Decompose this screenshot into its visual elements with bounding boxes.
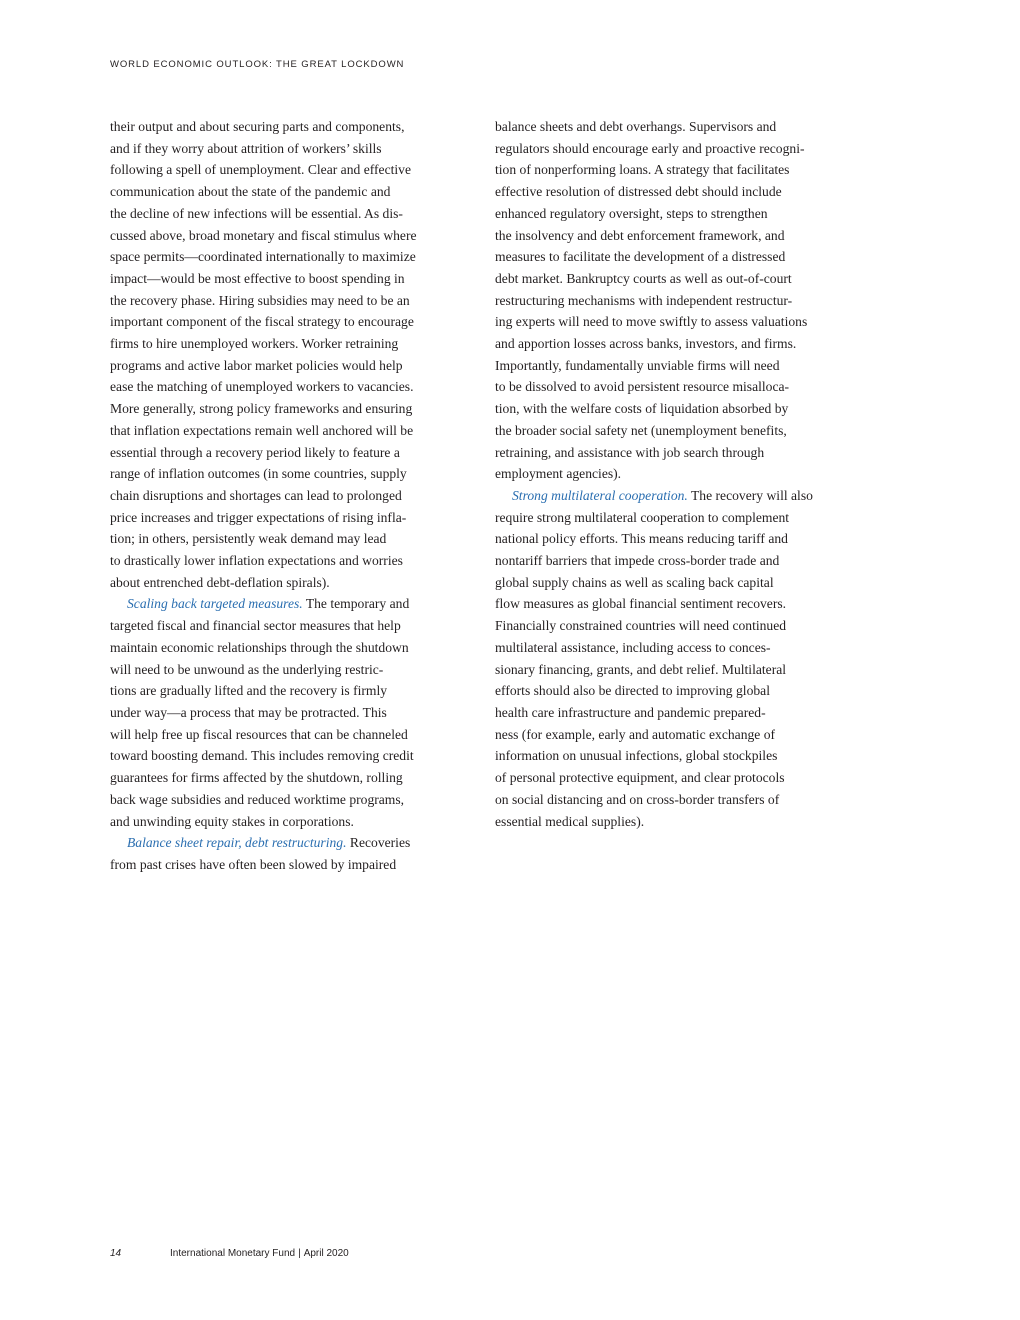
text-line: information on unusual infections, global stockpiles [495, 748, 778, 764]
text-line: employment agencies). [495, 466, 622, 482]
paragraph-multilateral-cooperation [495, 485, 863, 832]
text-line: will help free up fiscal resources that can be channeled [110, 726, 408, 742]
text-line: on social distancing and on cross-border transfers of [495, 791, 780, 807]
text-line: chain disruptions and shortages can lead to prolonged [110, 487, 402, 503]
text-line: sionary financing, grants, and debt relief. Multilateral [495, 661, 787, 677]
text-line: multilateral assistance, including access to conces- [495, 639, 771, 655]
run-in-heading: Strong multilateral cooperation. [512, 487, 688, 503]
text-line: balance sheets and debt overhangs. Supervisors and [495, 119, 777, 134]
text-line: essential through a recovery period likely to feature a [110, 444, 400, 460]
text-line: firms to hire unemployed workers. Worker retraining [110, 336, 399, 352]
text-line: national policy efforts. This means reducing tariff and [495, 531, 788, 547]
text-line: the insolvency and debt enforcement framework, and [495, 227, 785, 243]
text-line: tion; in others, persistently weak demand may lead [110, 531, 387, 547]
text-line: the decline of new infections will be essential. As dis- [110, 205, 403, 221]
paragraph-debt-resolution [495, 116, 863, 485]
paragraph-scaling-back [110, 593, 478, 832]
text-line: health care infrastructure and pandemic prepared- [495, 704, 766, 720]
text-line: following a spell of unemployment. Clear and effective [110, 162, 411, 178]
line-text: The temporary and [302, 596, 410, 612]
run-in-heading: Scaling back targeted measures. [127, 596, 303, 612]
text-line: effective resolution of distressed debt should include [495, 184, 782, 200]
text-line: communication about the state of the pandemic and [110, 184, 391, 200]
publication-date: April 2020 [303, 1248, 349, 1259]
footer-source [170, 1248, 349, 1259]
text-line: efforts should also be directed to improving global [495, 683, 770, 699]
text-line: ing experts will need to move swiftly to assess valuations [495, 314, 808, 330]
paragraph-first-line [110, 593, 478, 615]
text-line: the broader social safety net (unemployment benefits, [495, 422, 787, 438]
paragraph-balance-sheet-repair [110, 832, 478, 875]
text-line: tion, with the welfare costs of liquidation absorbed by [495, 401, 789, 417]
text-line: their output and about securing parts and components, [110, 119, 405, 134]
text-line: nontariff barriers that impede cross-border trade and [495, 553, 780, 569]
publisher-name: International Monetary Fund [170, 1248, 296, 1259]
text-line: restructuring mechanisms with independent restructur- [495, 292, 793, 308]
text-line: price increases and trigger expectations of rising infla- [110, 509, 407, 525]
text-line: enhanced regulatory oversight, steps to strengthen [495, 205, 768, 221]
text-line: programs and active labor market policies would help [110, 357, 403, 373]
text-line: More generally, strong policy frameworks and ensuring [110, 401, 413, 417]
text-line: back wage subsidies and reduced worktime programs, [110, 791, 405, 807]
text-line: and apportion losses across banks, investors, and firms. [495, 336, 797, 352]
text-line: essential medical supplies). [495, 813, 645, 829]
right-column [495, 116, 863, 832]
text-line: impact—would be most effective to boost spending in [110, 270, 405, 286]
page-number: 14 [110, 1248, 122, 1259]
text-line: Financially constrained countries will need continued [495, 618, 787, 634]
text-line: guarantees for firms affected by the shutdown, rolling [110, 770, 403, 786]
text-line: under way—a process that may be protracted. This [110, 704, 387, 720]
running-header: WORLD ECONOMIC OUTLOOK: THE GREAT LOCKDOWN [110, 59, 405, 70]
text-line: require strong multilateral cooperation to complement [495, 509, 790, 525]
text-line: to be dissolved to avoid persistent resource misalloca- [495, 379, 790, 395]
text-line: will need to be unwound as the underlying restric- [110, 661, 384, 677]
text-line: tions are gradually lifted and the recovery is firmly [110, 683, 388, 699]
text-line: and if they worry about attrition of workers’ skills [110, 140, 382, 156]
text-line: space permits—coordinated internationally to maximize [110, 249, 416, 265]
text-line: ness (for example, early and automatic exchange of [495, 726, 776, 742]
text-line: ease the matching of unemployed workers to vacancies. [110, 379, 414, 395]
line-text: Recoveries [346, 835, 411, 851]
text-line: toward boosting demand. This includes removing credit [110, 748, 414, 764]
text-line: global supply chains as well as scaling back capital [495, 574, 774, 590]
paragraph-first-line [495, 485, 863, 507]
line-text: The recovery will also [687, 487, 813, 503]
text-line: Importantly, fundamentally unviable firms will need [495, 357, 780, 373]
text-line: about entrenched debt-deflation spirals). [110, 574, 330, 590]
text-line: to drastically lower inflation expectations and worries [110, 553, 403, 569]
text-line: debt market. Bankruptcy courts as well as out-of-court [495, 270, 792, 286]
paragraph-first-line [110, 832, 478, 854]
text-line: tion of nonperforming loans. A strategy that facilitates [495, 162, 790, 178]
text-line: measures to facilitate the development of a distressed [495, 249, 786, 265]
paragraph-policy-support [110, 116, 478, 593]
text-line: the recovery phase. Hiring subsidies may need to be an [110, 292, 410, 308]
left-column [110, 116, 478, 876]
run-in-heading: Balance sheet repair, debt restructuring. [127, 835, 347, 851]
text-line: targeted fiscal and financial sector measures that help [110, 618, 401, 634]
text-line: retraining, and assistance with job search through [495, 444, 765, 460]
text-line: range of inflation outcomes (in some countries, supply [110, 466, 407, 482]
text-line: maintain economic relationships through the shutdown [110, 639, 409, 655]
text-line: and unwinding equity stakes in corporations. [110, 813, 354, 829]
text-line: from past crises have often been slowed by impaired [110, 856, 397, 872]
text-line: of personal protective equipment, and clear protocols [495, 770, 785, 786]
text-line: flow measures as global financial sentiment recovers. [495, 596, 787, 612]
text-line: important component of the fiscal strategy to encourage [110, 314, 414, 330]
text-line: cussed above, broad monetary and fiscal stimulus where [110, 227, 417, 243]
footer-separator: | [298, 1248, 301, 1259]
text-line: regulators should encourage early and proactive recogni- [495, 140, 805, 156]
text-line: that inflation expectations remain well anchored will be [110, 422, 414, 438]
